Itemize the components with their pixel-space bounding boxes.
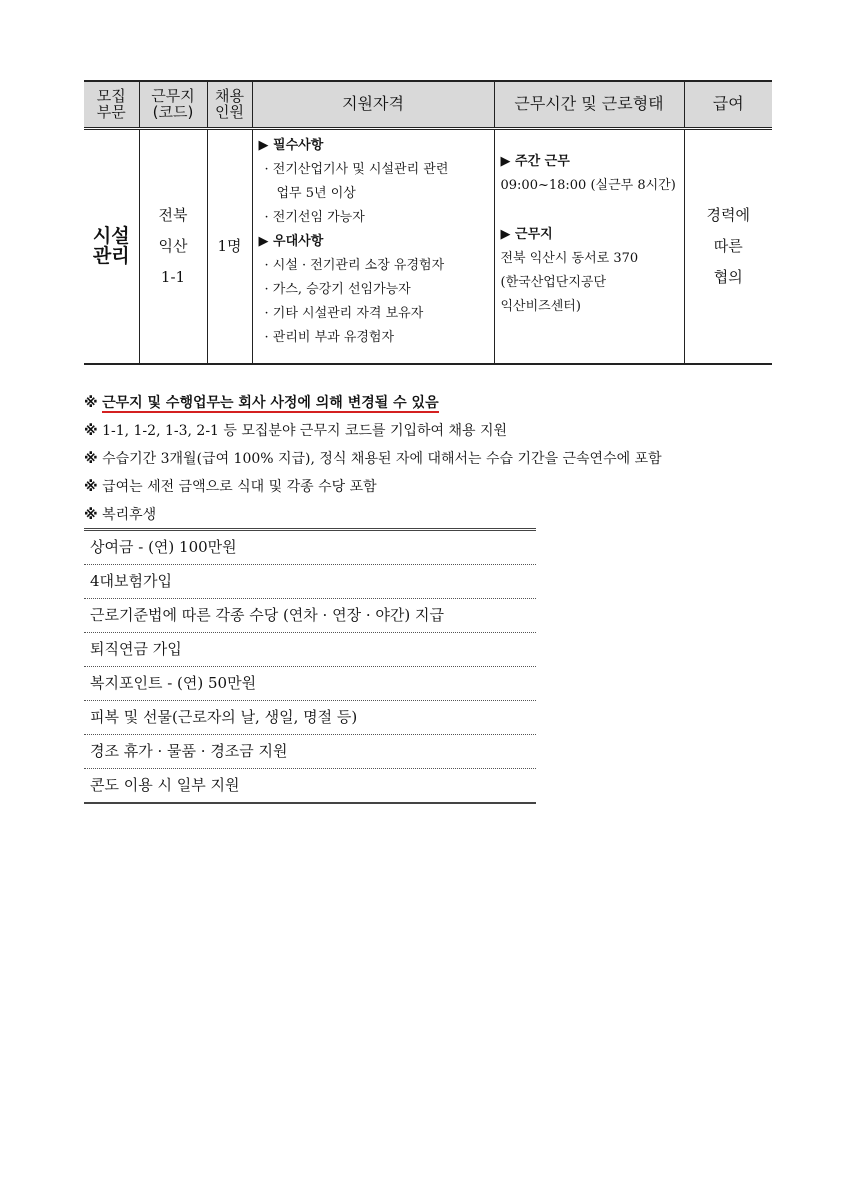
note-emphasis (84, 392, 774, 420)
reference-mark-icon: ※ (84, 479, 98, 495)
list-item: · 전기산업기사 및 시설관리 관련 (264, 161, 449, 177)
header-salary: 급여 (684, 81, 772, 128)
note-line: ※ 급여는 세전 금액으로 식대 및 각종 수당 포함 (84, 479, 377, 495)
list-item: 4대보험가입 (84, 565, 536, 599)
site-line: 전북 익산시 동서로 370 (500, 250, 639, 266)
notes-section (84, 392, 774, 532)
weekly-title: ▶ 주간 근무 (500, 153, 570, 169)
list-item: · 가스, 승강기 선임가능자 (264, 281, 411, 297)
reference-mark-icon: ※ (84, 451, 98, 467)
list-item: · 시설 · 전기관리 소장 유경험자 (264, 257, 445, 273)
preferred-title: ▶ 우대사항 (258, 233, 324, 249)
list-item: 피복 및 선물(근로자의 날, 생일, 명절 등) (84, 701, 536, 735)
required-title: ▶ 필수사항 (258, 137, 324, 153)
table-row (84, 128, 772, 364)
reference-mark-icon: ※ (84, 507, 98, 523)
header-dept: 모집 부문 (84, 81, 139, 128)
list-item: 근로기준법에 따른 각종 수당 (연차 · 연장 · 야간) 지급 (84, 599, 536, 633)
site-line: 익산비즈센터) (500, 298, 581, 314)
cell-headcount: 1명 (207, 128, 252, 364)
site-line: (한국산업단지공단 (500, 274, 607, 290)
job-posting-table (84, 80, 772, 365)
reference-mark-icon: ※ (84, 395, 98, 411)
header-work-hours: 근무시간 및 근로형태 (494, 81, 684, 128)
header-location: 근무지 (코드) (139, 81, 207, 128)
cell-dept: 시설 관리 (84, 128, 139, 364)
header-headcount: 채용 인원 (207, 81, 252, 128)
cell-salary: 경력에 따른 협의 (684, 128, 772, 364)
cell-qualifications (252, 128, 494, 364)
reference-mark-icon: ※ (84, 423, 98, 439)
list-item: 상여금 - (연) 100만원 (84, 531, 536, 565)
table-header-row (84, 81, 772, 128)
list-item: · 전기선임 가능자 (264, 209, 365, 225)
note-line: ※ 수습기간 3개월(급여 100% 지급), 정식 채용된 자에 대해서는 수습 기간을 근속연수에 포함 (84, 451, 662, 467)
header-qualifications: 지원자격 (252, 81, 494, 128)
benefits-list (84, 528, 536, 804)
cell-location: 전북 익산 1-1 (139, 128, 207, 364)
site-title: ▶ 근무지 (500, 226, 553, 242)
list-item-continued: 업무 5년 이상 (276, 185, 356, 201)
list-item: 퇴직연금 가입 (84, 633, 536, 667)
list-item: · 관리비 부과 유경험자 (264, 329, 395, 345)
list-item: 경조 휴가 · 물품 · 경조금 지원 (84, 735, 536, 769)
emphasis-text: 근무지 및 수행업무는 회사 사정에 의해 변경될 수 있음 (102, 395, 439, 411)
weekly-hours: 09:00~18:00 (실근무 8시간) (500, 177, 676, 193)
list-item: 복지포인트 - (연) 50만원 (84, 667, 536, 701)
benefits-title: ※ 복리후생 (84, 507, 157, 523)
cell-work-hours (494, 128, 684, 364)
note-line: ※ 1-1, 1-2, 1-3, 2-1 등 모집분야 근무지 코드를 기입하여 채용 지원 (84, 423, 508, 439)
list-item: · 기타 시설관리 자격 보유자 (264, 305, 424, 321)
list-item: 콘도 이용 시 일부 지원 (90, 776, 240, 794)
